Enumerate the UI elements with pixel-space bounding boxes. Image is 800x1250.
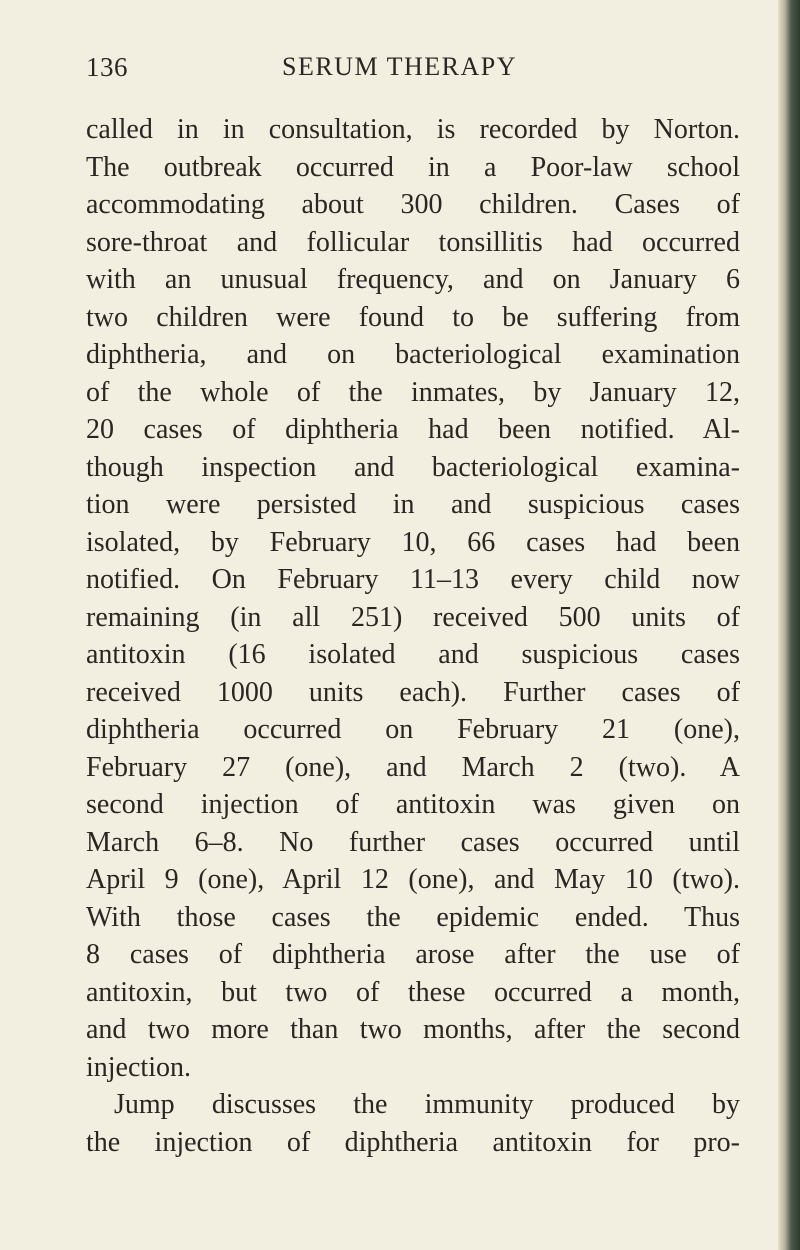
text-line: 8 cases of diphtheria arose after the use of <box>86 939 740 970</box>
text-line: March 6–8. No further cases occurred until <box>86 826 740 858</box>
text-line: April 9 (one), April 12 (one), and May 10 (two). <box>86 864 740 895</box>
text-line: the injection of diphtheria antitoxin for pro- <box>86 1126 740 1158</box>
paragraph-first-line: Jump discusses the immunity produced by <box>114 1089 740 1120</box>
text-line: sore-throat and follicular tonsillitis had occurred <box>86 226 740 258</box>
text-line: received 1000 units each). Further cases of <box>86 676 740 708</box>
text-line: diphtheria occurred on February 21 (one), <box>86 714 740 745</box>
page-number: 136 <box>86 52 128 82</box>
text-line: injection. <box>86 1051 191 1083</box>
book-binding-edge <box>778 0 800 1250</box>
text-line: remaining (in all 251) received 500 units of <box>86 601 740 633</box>
text-line: antitoxin (16 isolated and suspicious cases <box>86 639 740 670</box>
text-line: isolated, by February 10, 66 cases had been <box>86 526 740 558</box>
running-head: SERUM THERAPY <box>282 52 518 81</box>
text-line: notified. On February 11–13 every child now <box>86 564 740 595</box>
text-line: though inspection and bacteriological examina- <box>86 451 740 483</box>
text-line: diphtheria, and on bacteriological examination <box>86 339 740 370</box>
text-line: accommodating about 300 children. Cases of <box>86 189 740 220</box>
text-line: and two more than two months, after the second <box>86 1014 740 1045</box>
text-line: antitoxin, but two of these occurred a month, <box>86 976 740 1008</box>
text-line: of the whole of the inmates, by January 12, <box>86 376 740 408</box>
text-line: The outbreak occurred in a Poor-law school <box>86 151 740 183</box>
text-line: with an unusual frequency, and on January 6 <box>86 264 740 295</box>
text-line: second injection of antitoxin was given on <box>86 789 740 820</box>
page-header <box>86 52 740 92</box>
text-line: February 27 (one), and March 2 (two). A <box>86 751 740 783</box>
body-text <box>86 111 740 1161</box>
text-line: tion were persisted in and suspicious cases <box>86 489 740 520</box>
text-line: 20 cases of diphtheria had been notified. Al- <box>86 414 740 445</box>
text-line: two children were found to be suffering from <box>86 301 740 333</box>
text-line: called in in consultation, is recorded by Norton. <box>86 114 740 145</box>
text-line: With those cases the epidemic ended. Thus <box>86 901 740 933</box>
